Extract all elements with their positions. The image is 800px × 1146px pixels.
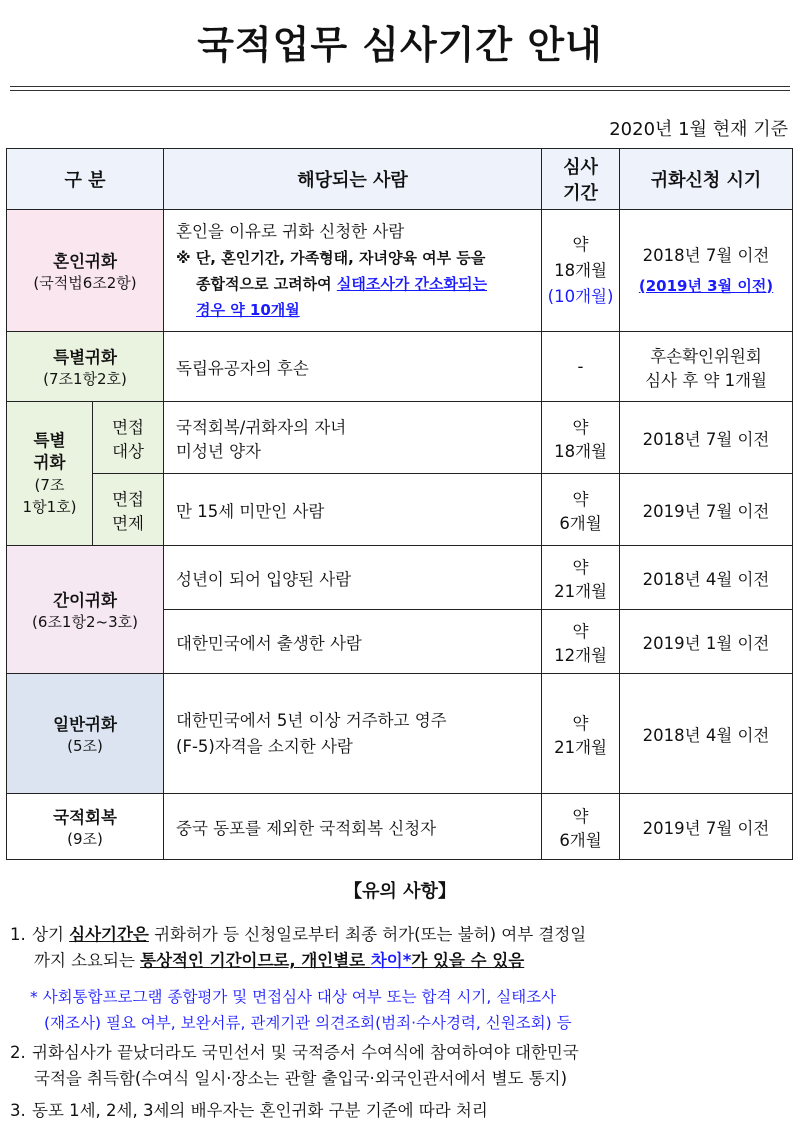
timing-marriage: 2018년 7월 이전 (2019년 3월 이전) (620, 210, 793, 332)
timing-interview-required: 2018년 7월 이전 (620, 402, 793, 474)
timing-restore: 2019년 7월 이전 (620, 794, 793, 860)
note-3: 3. 동포 1세, 2세, 3세의 배우자는 혼인귀화 구분 기준에 따라 처리 (10, 1101, 488, 1120)
as-of-date: 2020년 1월 현재 기준 (609, 119, 788, 140)
notes-title: 【유의 사항】 (344, 881, 456, 902)
header-timing: 귀화신청 시기 (620, 149, 793, 210)
note-1: 1. 상기 심사기간은 귀화허가 등 신청일로부터 최종 허가(또는 불허) 여부 결정일 까지 소요되는 통상적인 기간이므로, 개인별로 차이*가 있을 수 있음 (10, 925, 587, 970)
note-2: 2. 귀화심사가 끝났더라도 국민선서 및 국적증서 수여식에 참여하여야 대한민국 국적을 취득함(수여식 일시·장소는 관할 출입국·외국인관서에서 별도 통지) (10, 1043, 579, 1088)
target-special-descendant: 독립유공자의 후손 (164, 332, 542, 402)
table-row-marriage (7, 210, 793, 332)
target-general: 대한민국에서 5년 이상 거주하고 영주 (F-5)자격을 소지한 사람 (164, 674, 542, 794)
table-row-general (7, 674, 793, 794)
period-general: 약 21개월 (542, 674, 620, 794)
title-divider-bottom (10, 90, 790, 91)
note-1-footnote: * 사회통합프로그램 종합평가 및 면접심사 대상 여부 또는 합격 시기, 실태조사 (재조사) 필요 여부, 보완서류, 관계기관 의견조회(범죄·수사경력, 신원조회) 등 (30, 988, 572, 1032)
table-header-row (7, 149, 793, 210)
target-marriage: 혼인을 이유로 귀화 신청한 사람 ※ 단, 혼인기간, 가족형태, 자녀양육 여부 등을 종합적으로 고려하여 실태조사가 간소화되는 경우 약 10개월 (164, 210, 542, 332)
period-restore: 약 6개월 (542, 794, 620, 860)
header-target: 해당되는 사람 (164, 149, 542, 210)
period-interview-exempt: 약 6개월 (542, 474, 620, 546)
subcategory-interview-required: 면접 대상 (93, 402, 164, 474)
category-restore: 국적회복 (9조) (7, 794, 164, 860)
review-period-table (6, 148, 793, 860)
table-row-special-exempt (7, 474, 793, 546)
table-row-simple-adopted (7, 546, 793, 610)
subcategory-interview-exempt: 면접 면제 (93, 474, 164, 546)
target-simple-adopted: 성년이 되어 입양된 사람 (164, 546, 542, 610)
table-row-special-interview (7, 402, 793, 474)
category-marriage: 혼인귀화 (국적법6조2항) (7, 210, 164, 332)
header-category: 구 분 (7, 149, 164, 210)
period-simple-born: 약 12개월 (542, 610, 620, 674)
title-divider-top (10, 86, 790, 87)
category-special-descendant: 특별귀화 (7조1항2호) (7, 332, 164, 402)
category-general: 일반귀화 (5조) (7, 674, 164, 794)
period-interview-required: 약 18개월 (542, 402, 620, 474)
period-simple-adopted: 약 21개월 (542, 546, 620, 610)
category-special-child: 특별 귀화 (7조 1항1호) (7, 402, 93, 546)
timing-simple-adopted: 2018년 4월 이전 (620, 546, 793, 610)
table-row-special-descendant (7, 332, 793, 402)
timing-simple-born: 2019년 1월 이전 (620, 610, 793, 674)
table-row-restore (7, 794, 793, 860)
target-restore: 중국 동포를 제외한 국적회복 신청자 (164, 794, 542, 860)
timing-special-descendant: 후손확인위원회 심사 후 약 1개월 (620, 332, 793, 402)
page-title: 국적업무 심사기간 안내 (197, 23, 603, 67)
target-interview-required: 국적회복/귀화자의 자녀 미성년 양자 (164, 402, 542, 474)
period-special-descendant: - (542, 332, 620, 402)
category-simple: 간이귀화 (6조1항2~3호) (7, 546, 164, 674)
header-period: 심사 기간 (542, 149, 620, 210)
target-interview-exempt: 만 15세 미만인 사람 (164, 474, 542, 546)
target-simple-born: 대한민국에서 출생한 사람 (164, 610, 542, 674)
timing-general: 2018년 4월 이전 (620, 674, 793, 794)
period-marriage: 약 18개월 (10개월) (542, 210, 620, 332)
timing-interview-exempt: 2019년 7월 이전 (620, 474, 793, 546)
